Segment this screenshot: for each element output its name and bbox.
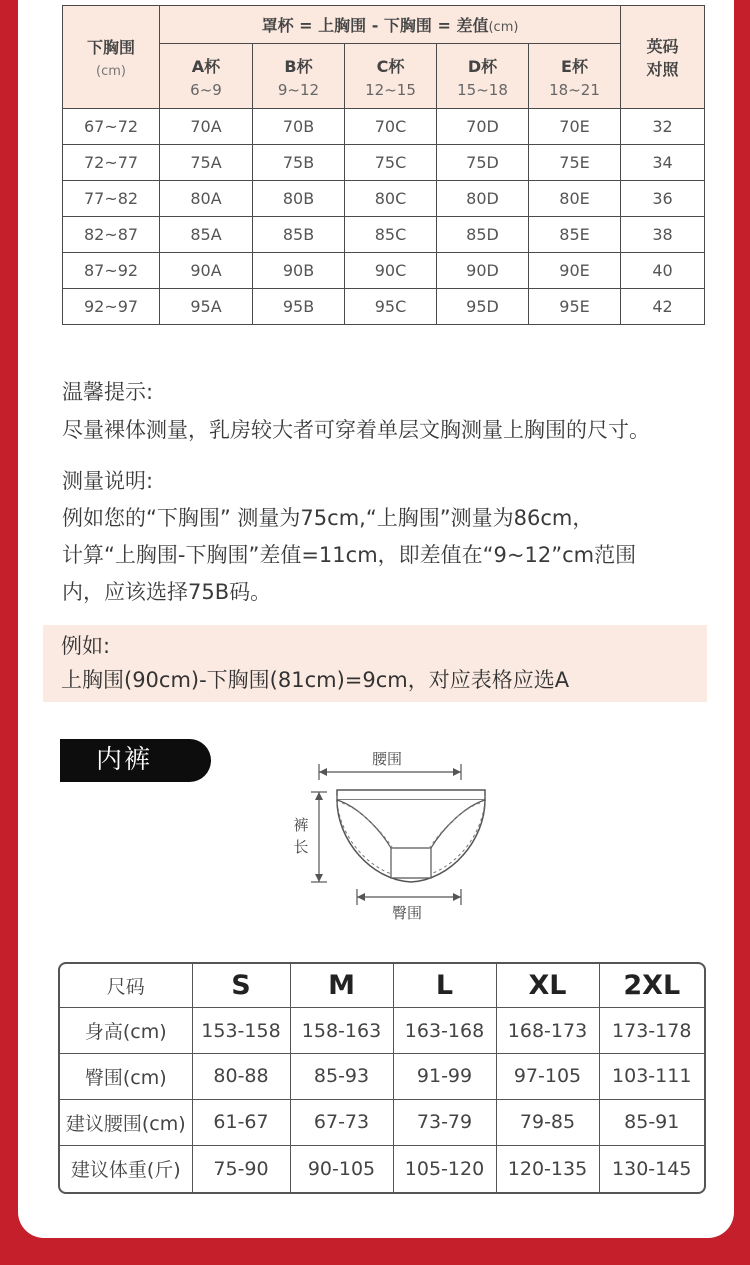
tip-body: 尽量裸体测量，乳房较大者可穿着单层文胸测量上胸围的尺寸。 [62,418,650,442]
size-value: 67-73 [290,1099,393,1145]
under-bust-unit: (cm) [96,64,126,79]
under-bust-cell: 92~97 [63,289,160,325]
arrow-left-icon [357,893,365,901]
size-corner-label: 尺码 [60,964,192,1008]
cup-range: 15~18 [457,80,508,99]
size-value: 153-158 [192,1008,290,1054]
size-value: 79-85 [496,1099,599,1145]
under-bust-label: 下胸围 [86,38,135,57]
size-cell: 95C [345,289,437,325]
size-cell: 95E [529,289,621,325]
size-cell: 75A [160,145,253,181]
cup-formula-header [160,6,621,44]
uk-label-line1: 英码 [646,37,679,56]
size-cell: 85B [253,217,345,253]
row-label: 身高(cm) [60,1008,192,1054]
cup-range: 12~15 [365,80,416,99]
size-cell: 75D [437,145,529,181]
size-value: 85-93 [290,1054,393,1100]
table-row [60,1054,704,1100]
size-value: 85-91 [599,1099,704,1145]
size-value: 168-173 [496,1008,599,1054]
size-header-row [60,964,704,1008]
size-value: 130-145 [599,1145,704,1192]
arrow-down-icon [315,874,323,882]
cup-range: 18~21 [549,80,600,99]
uk-size-cell: 38 [621,217,705,253]
uk-size-cell: 32 [621,109,705,145]
note-line-1: 例如您的“下胸围” 测量为75cm,“上胸围”测量为86cm， [62,506,594,530]
length-label-1: 裤 [293,816,309,834]
underwear-section-label: 内裤 [60,739,211,782]
size-header: S [192,964,290,1008]
size-cell: 95B [253,289,345,325]
under-bust-cell: 87~92 [63,253,160,289]
size-value: 80-88 [192,1054,290,1100]
table-row [63,145,705,181]
size-cell: 85D [437,217,529,253]
uk-size-cell: 42 [621,289,705,325]
uk-label-line2: 对照 [646,60,679,79]
cup-header-e [529,44,621,109]
example-box [43,625,707,702]
size-header: 2XL [599,964,704,1008]
row-label: 建议体重(斤) [60,1145,192,1192]
cup-range: 6~9 [190,80,222,99]
briefs-icon [337,790,485,882]
size-cell: 70E [529,109,621,145]
size-cell: 90A [160,253,253,289]
size-cell: 80E [529,181,621,217]
size-value: 103-111 [599,1054,704,1100]
size-value: 97-105 [496,1054,599,1100]
table-row [60,1145,704,1192]
hip-label: 臀围 [391,904,423,922]
cup-formula-text: 罩杯 = 上胸围 - 下胸围 = 差值 [261,16,489,35]
size-cell: 70D [437,109,529,145]
uk-size-header [621,6,705,109]
tip-title: 温馨提示: [62,380,154,404]
size-value: 158-163 [290,1008,393,1054]
size-cell: 85C [345,217,437,253]
table-row [63,217,705,253]
size-cell: 90E [529,253,621,289]
size-cell: 80C [345,181,437,217]
under-bust-header [63,6,160,109]
cup-header-c [345,44,437,109]
note-body [62,500,722,611]
waist-label: 腰围 [371,750,403,768]
size-value: 91-99 [393,1054,496,1100]
table-row [63,109,705,145]
table-row [63,253,705,289]
example-title: 例如: [61,634,111,658]
size-cell: 80D [437,181,529,217]
size-value: 75-90 [192,1145,290,1192]
size-cell: 70B [253,109,345,145]
table-row [63,181,705,217]
size-cell: 90B [253,253,345,289]
size-cell: 85E [529,217,621,253]
size-header: M [290,964,393,1008]
cup-name: C杯 [376,56,405,76]
under-bust-cell: 72~77 [63,145,160,181]
cup-name: B杯 [284,56,313,76]
size-value: 90-105 [290,1145,393,1192]
cup-header-d [437,44,529,109]
size-cell: 90D [437,253,529,289]
size-header: XL [496,964,599,1008]
size-cell: 90C [345,253,437,289]
size-header: L [393,964,496,1008]
uk-size-cell: 40 [621,253,705,289]
size-cell: 75E [529,145,621,181]
size-value: 163-168 [393,1008,496,1054]
size-value: 73-79 [393,1099,496,1145]
row-label: 建议腰围(cm) [60,1099,192,1145]
length-label-2: 长 [293,838,309,856]
size-cell: 75B [253,145,345,181]
table-row [60,1099,704,1145]
cup-formula-unit: (cm) [488,20,519,35]
size-cell: 70C [345,109,437,145]
note-line-2: 计算“上胸围-下胸围”差值=11cm，即差值在“9~12”cm范围 [62,543,637,567]
example-body: 上胸围(90cm)-下胸围(81cm)=9cm，对应表格应选A [61,668,570,692]
cup-header-b [253,44,345,109]
content-card [18,0,734,1238]
table-row [63,289,705,325]
size-cell: 70A [160,109,253,145]
table-row [60,1008,704,1054]
cup-range: 9~12 [277,80,320,99]
under-bust-cell: 82~87 [63,217,160,253]
size-cell: 95A [160,289,253,325]
size-value: 120-135 [496,1145,599,1192]
size-value: 173-178 [599,1008,704,1054]
bra-size-table [62,5,705,325]
size-cell: 80B [253,181,345,217]
under-bust-cell: 77~82 [63,181,160,217]
size-cell: 95D [437,289,529,325]
note-title: 测量说明: [62,469,154,493]
uk-size-cell: 34 [621,145,705,181]
cup-name: D杯 [467,56,498,76]
size-cell: 85A [160,217,253,253]
arrow-up-icon [315,792,323,800]
cup-name: E杯 [561,56,588,76]
size-value: 61-67 [192,1099,290,1145]
arrow-left-icon [319,768,327,776]
cup-name: A杯 [191,56,221,76]
arrow-right-icon [453,893,461,901]
note-line-3: 内，应该选择75B码。 [62,580,272,604]
underwear-diagram [271,740,501,930]
cup-header-a [160,44,253,109]
size-cell: 75C [345,145,437,181]
uk-size-cell: 36 [621,181,705,217]
size-value: 105-120 [393,1145,496,1192]
under-bust-cell: 67~72 [63,109,160,145]
underwear-size-table [58,962,706,1194]
row-label: 臀围(cm) [60,1054,192,1100]
size-cell: 80A [160,181,253,217]
arrow-right-icon [453,768,461,776]
